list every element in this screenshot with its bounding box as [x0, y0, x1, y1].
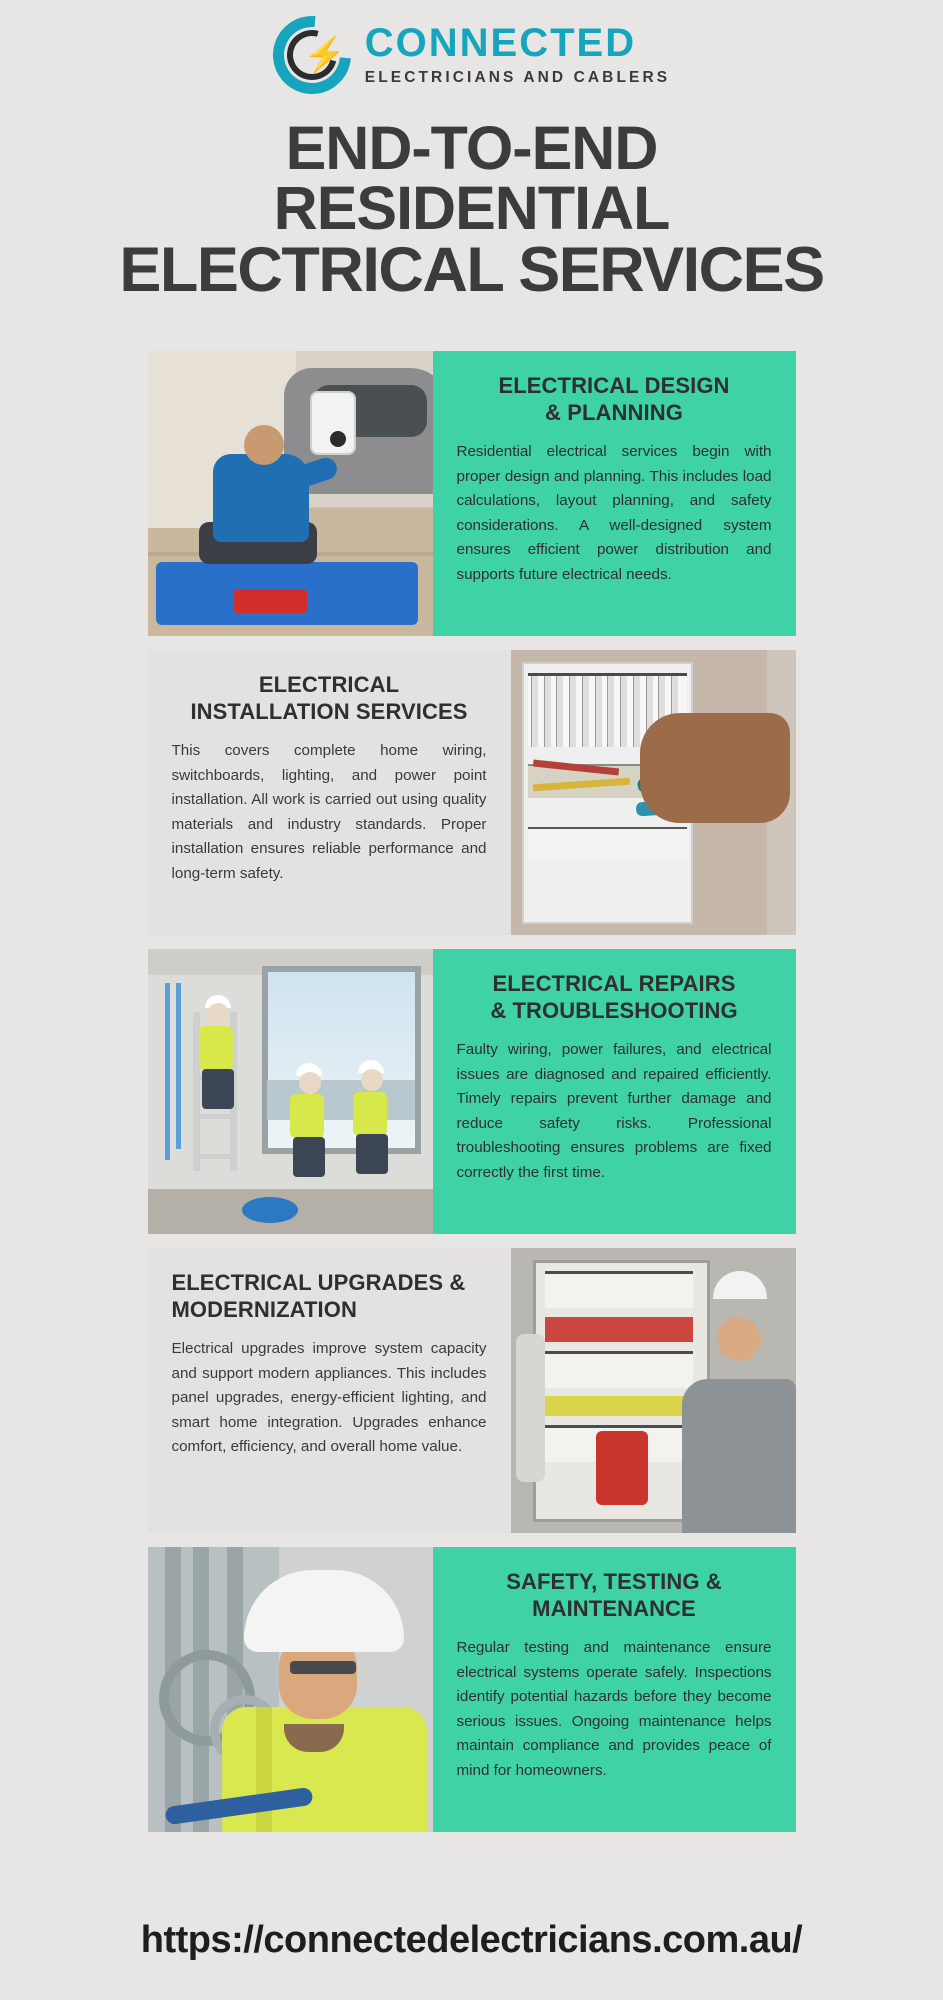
- service-image: [148, 949, 433, 1234]
- service-card: [148, 1248, 796, 1533]
- service-image: [511, 650, 796, 935]
- brand-wordmark: [365, 23, 670, 87]
- service-body: This covers complete home wiring, switchboards, lighting, and power point installation. All work is carried out using quality materials and industry standards. Proper installation ensures reliable performance and long-term safety.: [171, 741, 487, 883]
- brand-name-primary: CONNECTED: [364, 21, 637, 65]
- service-text-panel: [148, 650, 511, 935]
- page-title: [0, 96, 943, 305]
- service-text-panel: [433, 351, 796, 636]
- service-body: Residential electrical services begin with proper design and planning. This includes load calculations, layout planning, and safety considerations. A well-designed system ensures efficient power distribution and supports future electrical needs.: [456, 442, 772, 584]
- service-text-panel: [148, 1248, 511, 1533]
- service-text-panel: [433, 1547, 796, 1832]
- service-title: [172, 672, 487, 725]
- headline-line-2: RESIDENTIAL: [273, 174, 670, 243]
- service-title-line-2: MAINTENANCE: [532, 1595, 696, 1621]
- service-card: [148, 650, 796, 935]
- headline-line-1: END-TO-END: [285, 114, 658, 182]
- lightning-bolt-icon: ⚡: [303, 36, 347, 74]
- service-title-line-1: ELECTRICAL: [258, 672, 400, 698]
- connected-c-bolt-logo-icon: [273, 16, 351, 94]
- service-body: Electrical upgrades improve system capacity and support modern appliances. This includes panel upgrades, energy-efficient lighting, and smart home integration. Upgrades enhance comfort, efficiency, and overall home value.: [171, 1339, 487, 1456]
- brand-logo: [0, 0, 943, 96]
- service-title-line-1: SAFETY, TESTING &: [506, 1569, 722, 1595]
- service-card: [148, 351, 796, 636]
- service-title-line-1: ELECTRICAL UPGRADES &: [171, 1270, 466, 1296]
- service-card: [148, 949, 796, 1234]
- service-title-line-1: ELECTRICAL REPAIRS: [492, 971, 736, 997]
- service-title: [457, 971, 772, 1024]
- service-card: [148, 1547, 796, 1832]
- service-text-panel: [433, 949, 796, 1234]
- brand-name-secondary: ELECTRICIANS AND CABLERS: [364, 69, 671, 86]
- service-title: [457, 373, 772, 426]
- service-title-line-2: & TROUBLESHOOTING: [490, 997, 738, 1023]
- service-image: [148, 351, 433, 636]
- service-body: Faulty wiring, power failures, and electrical issues are diagnosed and repaired efficiently. Timely repairs prevent further damage and reduce safety risks. Professional troubleshooting ensures problems are fixed correctly the first time.: [456, 1040, 772, 1182]
- headline-line-3: ELECTRICAL SERVICES: [119, 234, 824, 305]
- service-image: [148, 1547, 433, 1832]
- service-title-line-2: & PLANNING: [545, 399, 683, 425]
- service-title-line-2: MODERNIZATION: [171, 1296, 357, 1322]
- service-image: [511, 1248, 796, 1533]
- service-card-list: [148, 351, 796, 1832]
- service-body: Regular testing and maintenance ensure electrical systems operate safely. Inspections identify potential hazards before they become serious issues. Ongoing maintenance helps maintain compliance and provides peace of mind for homeowners.: [456, 1638, 772, 1780]
- service-title: [172, 1270, 487, 1323]
- service-title-line-1: ELECTRICAL DESIGN: [498, 373, 730, 399]
- website-url[interactable]: https://connectedelectricians.com.au/: [140, 1919, 803, 1961]
- service-title-line-2: INSTALLATION SERVICES: [190, 698, 468, 724]
- service-title: [457, 1569, 772, 1622]
